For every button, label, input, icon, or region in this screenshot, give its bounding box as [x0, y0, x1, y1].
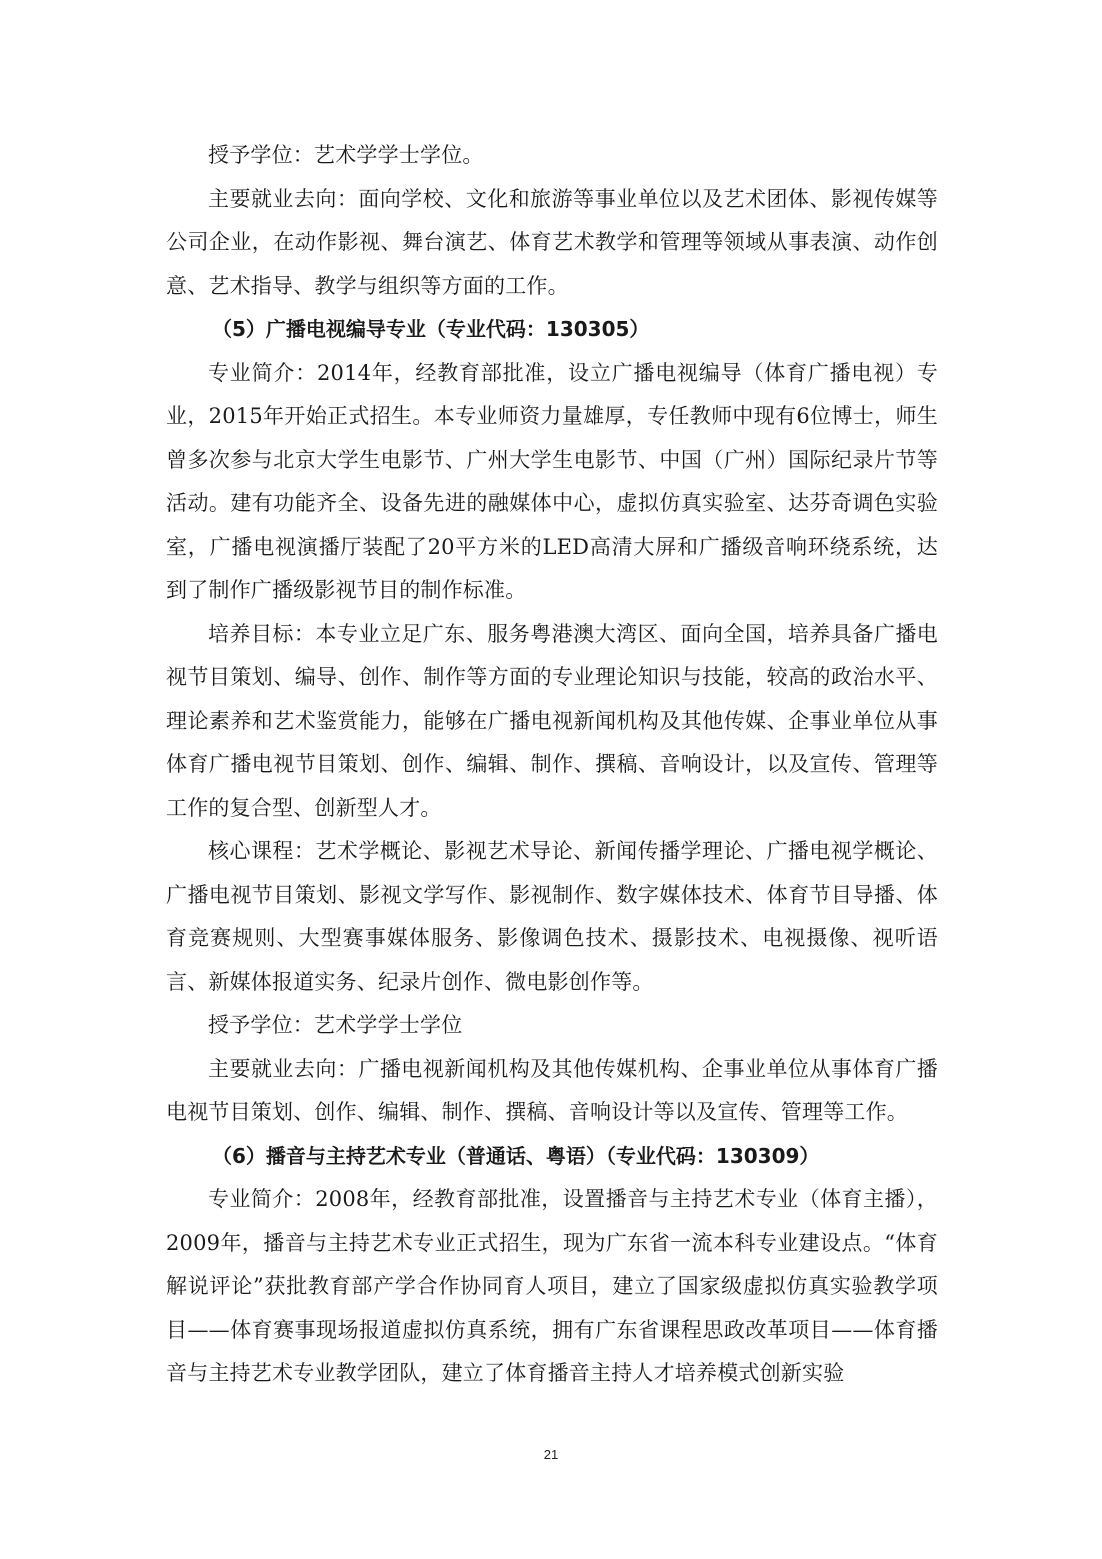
employment-paragraph-dance: 主要就业去向：面向学校、文化和旅游等事业单位以及艺术团体、影视传媒等公司企业，在动作影视、舞台演艺、体育艺术教学和管理等领域从事表演、动作创意、艺术指导、教学与组织等方面的工作。	[166, 186, 938, 298]
section-heading-5: （5）广播电视编导专业（专业代码：130305）	[212, 317, 650, 341]
goal-paragraph-broadcast: 培养目标：本专业立足广东、服务粤港澳大湾区、面向全国，培养具备广播电视节目策划、编导、创作、制作等方面的专业理论知识与技能，较高的政治水平、理论素养和艺术鉴赏能力，能够在广播电视新闻机构及其他传媒、企事业单位从事体育广播电视节目策划、创作、编辑、制作、撰稿、音响设计，以及宣传、管理等工作的复合型、创新型人才。	[166, 621, 938, 820]
courses-paragraph-broadcast: 核心课程：艺术学概论、影视艺术导论、新闻传播学理论、广播电视学概论、广播电视节目策划、影视文学写作、影视制作、数字媒体技术、体育节目导播、体育竞赛规则、大型赛事媒体服务、影像调色技术、摄影技术、电视摄像、视听语言、新媒体报道实务、纪录片创作、微电影创作等。	[166, 839, 938, 994]
employment-paragraph-broadcast: 主要就业去向：广播电视新闻机构及其他传媒机构、企事业单位从事体育广播电视节目策划、创作、编辑、制作、撰稿、音响设计等以及宣传、管理等工作。	[166, 1056, 938, 1124]
page-body	[166, 134, 938, 1396]
intro-paragraph-announcing: 专业简介：2008年，经教育部批准，设置播音与主持艺术专业（体育主播），2009年，播音与主持艺术专业正式招生，现为广东省一流本科专业建设点。“体育解说评论”获批教育部产学合作协同育人项目，建立了国家级虚拟仿真实验教学项目——体育赛事现场报道虚拟仿真系统，拥有广东省课程思政改革项目——体育播音与主持艺术专业教学团队，建立了体育播音主持人才培养模式创新实验	[166, 1187, 938, 1385]
degree-paragraph-broadcast: 授予学位：艺术学学士学位	[208, 1013, 463, 1037]
intro-paragraph-broadcast: 专业简介：2014年，经教育部批准，设立广播电视编导（体育广播电视）专业，2015年开始正式招生。本专业师资力量雄厚，专任教师中现有6位博士，师生曾多次参与北京大学生电影节、广州大学生电影节、中国（广州）国际纪录片节等活动。建有功能齐全、设备先进的融媒体中心，虚拟仿真实验室、达芬奇调色实验室，广播电视演播厅装配了20平方米的LED高清大屏和广播级音响环绕系统，达到了制作广播级影视节目的制作标准。	[166, 360, 938, 602]
section-heading-6: （6）播音与主持艺术专业（普通话、粤语）（专业代码：130309）	[212, 1143, 820, 1168]
page-number: 21	[543, 1447, 559, 1462]
degree-paragraph-dance: 授予学位：艺术学学士学位。	[208, 143, 484, 167]
